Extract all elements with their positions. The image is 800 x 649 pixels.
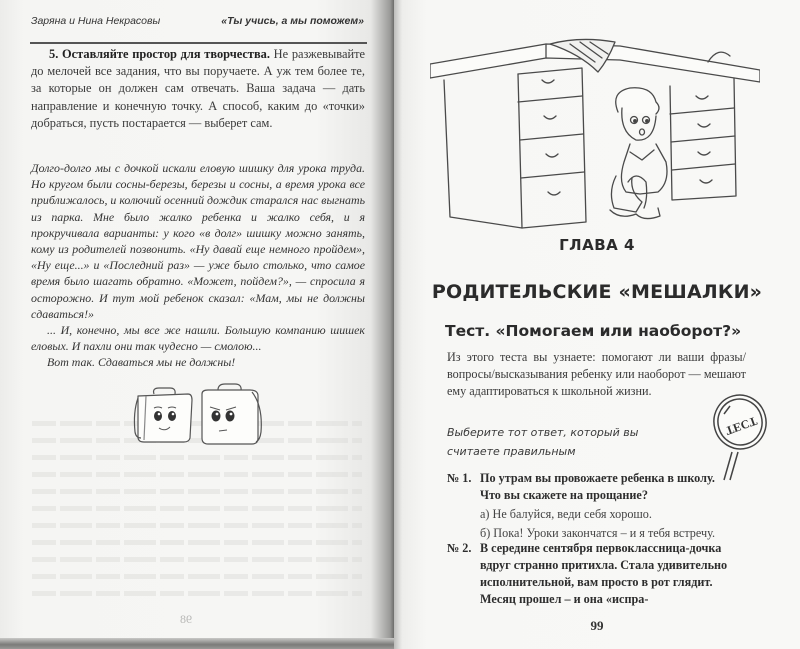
story-paragraph: ... И, конечно, мы все же нашли. Большую компанию шишек еловых. И пахли они так чудесно — смолою... [31, 323, 365, 354]
running-head [31, 13, 364, 33]
running-head-book-title: «Ты учись, а мы поможем» [221, 15, 364, 27]
test-title: Тест. «Помогаем или наоборот?» [445, 322, 742, 340]
tip-body: Не разжевывайте до мелочей все задания, что вы поручаете. А уж тем более те, за которые он должен сам отвечать. Ваша задача — дать направление и конечную точку. А способ, каким до «точки» добраться, пусть постарается — выберет сам. [31, 47, 365, 130]
page-number: 99 [590, 618, 604, 633]
question-text: В середине сентября первоклассница-дочка вдруг странно притихла. Стала удивительно исполнительной, вам просто в рот глядит. Месяц прошел – и она «испра- [480, 541, 728, 606]
answer-option-a: а) Не балуйся, веди себя хорошо. [480, 507, 652, 521]
running-head-author: Заряна и Нина Некрасовы [31, 15, 161, 27]
magnifier-test-badge [710, 392, 770, 482]
magnifier-icon [710, 392, 770, 482]
right-page [394, 0, 800, 649]
question-number: № 2. [447, 541, 472, 555]
tip-paragraph [31, 46, 365, 132]
test-instruction: Выберите тот ответ, который вы считаете правильным [447, 426, 639, 458]
story-paragraph: Вот так. Сдаваться мы не должны! [47, 355, 236, 370]
boy-hiding-under-desk-icon [430, 32, 760, 232]
two-cartoon-suitcases-icon [132, 382, 266, 446]
badge-text: ТЕСТ [723, 413, 760, 439]
left-page [0, 0, 394, 649]
header-rule [30, 42, 367, 44]
page-edge-shadow [0, 638, 394, 649]
question-2 [447, 540, 767, 608]
chapter-number: ГЛАВА 4 [559, 236, 635, 254]
chapter-title: РОДИТЕЛЬСКИЕ «МЕШАЛКИ» [431, 281, 763, 303]
bleed-through-page-number: 98 [180, 612, 192, 626]
story-block [31, 160, 365, 371]
answer-option-b: б) Пока! Уроки закончатся – и я тебя встречу. [480, 526, 716, 540]
question-number: № 1. [447, 471, 472, 485]
tip-lead: 5. Оставляйте простор для творчества. [49, 47, 270, 61]
test-intro: Из этого теста вы узнаете: помогают ли ваши фразы/вопросы/высказывания ребенку или наоборот — мешают ему адаптироваться к школьной жизни. [447, 350, 746, 398]
question-text: По утрам вы провожаете ребенка в школу. Что вы скажете на прощание? [480, 471, 715, 502]
story-paragraph: Долго-долго мы с дочкой искали еловую шишку для урока труда. Но кругом были сосны-березы, березы и сосны, а время урока все приближалось, и колючий осенний дождик старался нас выгнать из парка. Мне было жалко ребенка и жалко себя, и я прокручивала варианты: у кого «в долг» шишку можно занять, кому из родителей позвонить. «Ну давай еще немного пройдем», «Ну еще...» и «Последний раз» — уже было столько, что самое время было шагать обратно. «Может, пойдем?», — спросила я осторожно. И тут мой ребенок сказал: «Мам, мы не должны сдаваться!» [31, 161, 365, 321]
question-1 [447, 470, 767, 542]
